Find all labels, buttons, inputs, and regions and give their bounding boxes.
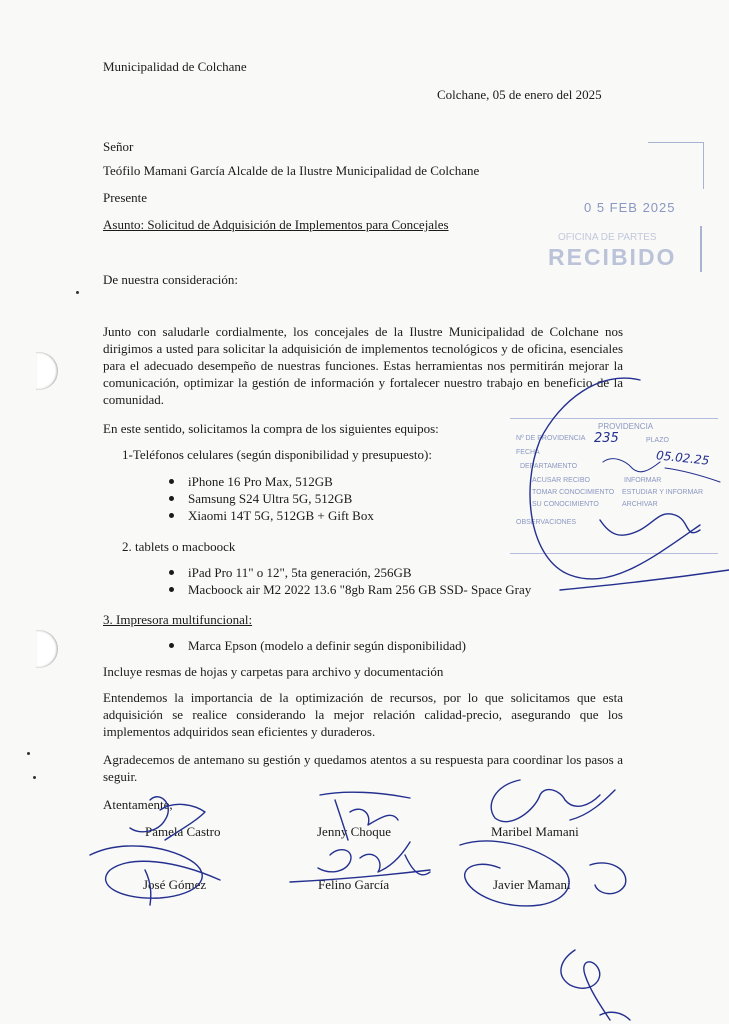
routing-stamp-row: OBSERVACIONES (516, 519, 577, 526)
signatory-name: Felino García (318, 877, 390, 892)
signatory-name: José Gómez (143, 877, 207, 892)
signature-stroke (90, 846, 220, 898)
routing-stamp-title: PROVIDENCIA (598, 422, 654, 431)
intro-paragraph: Junto con saludarle cordialmente, los concejales de la Ilustre Municipalidad de Colchane nos dirigimos a usted para solicitar la adquisición de implementos tecnológicos y de oficina, esenciales para el adecuado desempeño de nuestras funciones. Estas herramientas nos permitirán mejorar la comunicación, optimizar la gestión de información y fortalecer nuestro trabajo en beneficio de la comunidad. (103, 324, 623, 407)
signature-stroke (603, 459, 660, 472)
routing-stamp-row: TOMAR CONOCIMIENTO (532, 489, 615, 496)
salutation: Señor (103, 139, 134, 154)
sender: Municipalidad de Colchane (103, 59, 247, 74)
signature-stroke (160, 804, 205, 840)
section-3-title: 3. Impresora multifuncional: (103, 612, 253, 627)
signature-stroke (560, 570, 729, 590)
routing-handwritten-number: 235 (594, 431, 619, 446)
signature-stroke (145, 870, 151, 905)
routing-handwritten-date: 05.02.25 (655, 448, 711, 468)
signatory-name: Javier Mamani (493, 877, 571, 892)
signature-stroke (318, 850, 351, 872)
routing-stamp-row: ARCHIVAR (622, 501, 658, 508)
routing-stamp-row: FECHA (516, 449, 540, 456)
routing-stamp-row: Nº DE PROVIDENCIA (516, 435, 586, 442)
signature-stroke (530, 378, 700, 579)
list-item: Samsung S24 Ultra 5G, 512GB (188, 490, 374, 507)
signature-stroke (360, 842, 430, 875)
signature-stroke (320, 792, 410, 798)
list-item: iPhone 16 Pro Max, 512GB (188, 473, 374, 490)
list-item: Xiaomi 14T 5G, 512GB + Gift Box (188, 508, 374, 523)
closing-paragraph-2: Agradecemos de antemano su gestión y quedamos atentos a su respuesta para coordinar los pasos a seguir. (103, 752, 623, 784)
routing-stamp-row: DEPARTAMENTO (520, 463, 578, 470)
signature-stroke (130, 797, 168, 832)
received-stamp-office: OFICINA DE PARTES (558, 232, 657, 243)
subject: Asunto: Solicitud de Adquisición de Implementos para Concejales (103, 217, 449, 232)
received-stamp-date: 0 5 FEB 2025 (584, 200, 676, 215)
signature-stroke (665, 468, 720, 482)
sign-off: Atentamente, (103, 797, 173, 812)
routing-stamp-row: INFORMAR (624, 477, 662, 484)
list-item: Marca Epson (modelo a definir según disponibilidad) (188, 638, 466, 653)
routing-stamp-row: ESTUDIAR Y INFORMAR (622, 489, 704, 496)
list-item: iPad Pro 11" o 12", 5ta generación, 256GB (188, 564, 531, 581)
signature-stroke (290, 870, 430, 882)
signature-stroke (561, 950, 610, 1020)
list-item: Macboock air M2 2022 13.6 "8gb Ram 256 GB SSD- Space Gray (188, 582, 532, 597)
list-intro: En este sentido, solicitamos la compra de los siguientes equipos: (103, 421, 439, 436)
supplies-line: Incluye resmas de hojas y carpetas para archivo y documentación (103, 664, 444, 679)
received-stamp-word: RECIBIDO (548, 244, 677, 270)
section-1-title: 1-Teléfonos celulares (según disponibilidad y presupuesto): (122, 447, 432, 462)
signature-stroke (600, 1012, 630, 1020)
routing-stamp-row: PLAZO (646, 437, 669, 444)
signature-stroke (590, 863, 626, 894)
routing-stamp-row: SU CONOCIMIENTO (532, 501, 599, 508)
signature-stroke (335, 800, 398, 840)
recipient: Teófilo Mamani García Alcalde de la Ilustre Municipalidad de Colchane (103, 163, 480, 178)
signatory-name: Pamela Castro (145, 824, 221, 839)
greeting: De nuestra consideración: (103, 272, 239, 287)
signatory-name: Jenny Choque (317, 824, 392, 839)
signatory-name: Maribel Mamani (491, 824, 579, 839)
routing-stamp-row: ACUSAR RECIBO (532, 477, 590, 484)
signature-stroke (570, 790, 615, 820)
date-line: Colchane, 05 de enero del 2025 (437, 87, 602, 102)
presente: Presente (103, 190, 148, 205)
section-2-title: 2. tablets o macboock (122, 539, 236, 554)
signature-stroke (600, 514, 700, 535)
closing-paragraph-1: Entendemos la importancia de la optimización de recursos, por lo que solicitamos que esta adquisición se realice considerando la mejor relación calidad-precio, asegurando que los implementos adquiridos sean eficientes y duraderos. (103, 690, 623, 739)
signature-stroke (460, 841, 569, 906)
